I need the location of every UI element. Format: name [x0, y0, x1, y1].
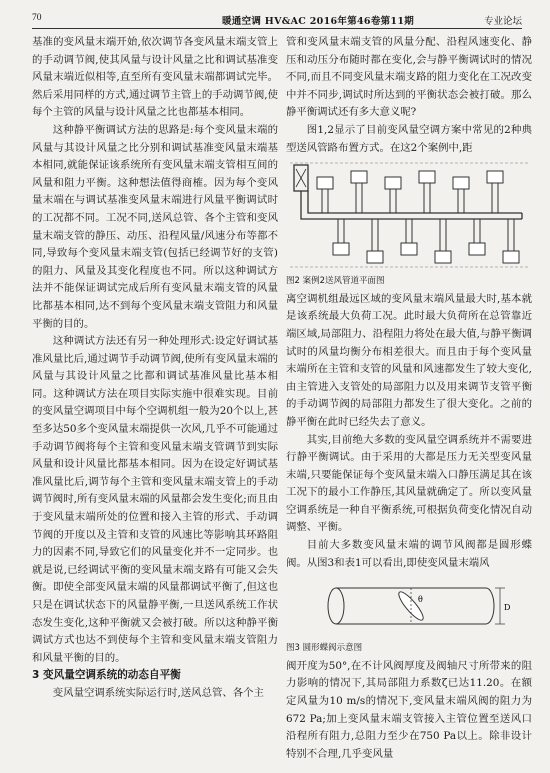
section-heading: 3 变风量空调系统的动态自平衡	[32, 669, 181, 682]
butterfly-valve-drawing	[286, 574, 532, 638]
duct-plan-drawing	[286, 159, 532, 271]
journal-title: 暖通空调 HV&AC 2016年第46卷第11期	[222, 16, 415, 27]
paragraph: 基准的变风量末端开始,依次调节各变风量末端支管上的手动调节阀,使其风量与设计风量之比和调试基准变风量末端近似相等,直至所有变风量末端都调试完毕。然后采用同样的方式,通过调节主管上的手动调节阀,使每个主管的风量与设计风量之比也都基本相同。	[32, 36, 278, 119]
paragraph: 离空调机组最远区域的变风量末端风量最大时,基本就是该系统最大负荷工况。此时最大负荷所在总管靠近端区域,局部阻力、沿程阻力将处在最大值,与静平衡调试时的风量均衡分布相差很大。而且由于每个变风量末端所在主管和支管的风量和风速都发生了较大变化,由主管进入支管处的局部阻力以及用来调节支管平衡的手动调节阀的局部阻力都发生了很大变化。之前的静平衡在此时已经失去了意义。	[286, 292, 532, 428]
left-column	[32, 34, 278, 703]
angle-label: θ	[418, 595, 423, 605]
paragraph: 这种静平衡调试方法的思路是:每个变风量末端的风量与其设计风量之比分别和调试基准变风量末端基本相同,就能保证该系统所有变风量末端支管相互间的风量和阻力平衡。这种想法值得商榷。因为每个变风量末端在与调试基准变风量末端进行风量平衡调试时的工况都不同。工况不同,送风总管、各个主管和变风量末端支管的静压、动压、沿程风量/风速分布等都不同,导致每个变风量末端支管(包括已经调节好的支管)的阻力、风量及其变化程度也不同。所以这种调试方法并不能保证调试完成后所有变风量末端支管的风量比都基本相同,达不到每个变风量末端支管阻力和风量平衡的目的。	[32, 123, 278, 330]
paragraph: 其实,目前绝大多数的变风量空调系统并不需要进行静平衡调试。由于采用的大都是压力无关型变风量末端,只要能保证每个变风量末端入口静压满足其在该工况下的最小工作静压,其风量就确定了。所以变风量空调系统是一种自平衡系统,可根据负荷变化情况自动调整、平衡。	[286, 433, 532, 534]
paragraph: 阀开度为50°,在不计风阀厚度及阀轴尺寸所带来的阻力影响的情况下,其局部阻力系数ζ已达11.20。在额定风量为10 m/s的情况下,变风量末端风阀的阻力为672 Pa;加上变风量末端支管接入主管位置至送风口沿程所有阻力,总阻力至少在750 Pa以上。除非设计特别不合理,几乎变风量	[286, 659, 532, 760]
page-header	[32, 12, 522, 29]
section-label: 专业论坛	[483, 16, 522, 27]
right-column	[286, 34, 532, 763]
paragraph: 变风量空调系统实际运行时,送风总管、各个主	[52, 686, 264, 699]
diameter-label: D	[504, 603, 511, 613]
paragraph: 目前大多数变风量末端的调节风阀都是圆形蝶阀。从图3和表1可以看出,即使变风量末端风	[286, 539, 532, 569]
figure-2-caption: 图2 案例2送风管道平面图	[286, 276, 385, 287]
figure-3-caption: 图3 圆形蝶阀示意图	[286, 643, 363, 654]
paragraph: 这种调试方法还有另一种处理形式:设定好调试基准风量比后,通过调节手动调节阀,使所有变风量末端的风量与其设计风量之比都和调试基准风量比基本相同。这种调试方法在项目实际实施中很难实现。目前的变风量空调项目中每个空调机组一般为20个以上,甚至多达50多个变风量末端提供一次风,几乎不可能通过手动调节阀将每个主管和变风量末端支管调节到实际风量和设计风量比都基本相同。因为在设定好调试基准风量比后,调节每个主管和变风量末端支管上的手动调节阀时,所有变风量末端的风量都会发生变化;而且由于变风量末端所处的位置和接入主管的形式、手动调节阀的开度以及主管和支管的风速比等影响其环路阻力的因素不同,导致它们的风量变化并不一定同步。也就是说,已经调试平衡的变风量末端支路有可能又会失衡。即使全部变风量末端的风量都调试平衡了,但这也只是在调试状态下的风量静平衡,一旦送风系统工作状态发生变化,这种平衡就又会被打破。所以这种静平衡调试方式也达不到使每个主管和变风量末端支管阻力和风量平衡的目的。	[32, 335, 278, 664]
paragraph: 图1,2显示了目前变风量空调方案中常见的2种典型送风管路布置方式。在这2个案例中,距	[286, 123, 532, 154]
figure-3-butterfly-valve	[286, 574, 532, 638]
page-number: 70	[32, 13, 42, 23]
figure-2-duct-plan	[286, 159, 532, 271]
paragraph: 管和变风量末端支管的风量分配、沿程风速变化、静压和动压分布随时都在变化,会与静平衡调试时的情况不同,而且不同变风量末端支路的阻力变化在工况改变中并不同步,调试时所达到的平衡状态会被打破。那么静平衡调试还有多大意义呢?	[286, 36, 532, 119]
